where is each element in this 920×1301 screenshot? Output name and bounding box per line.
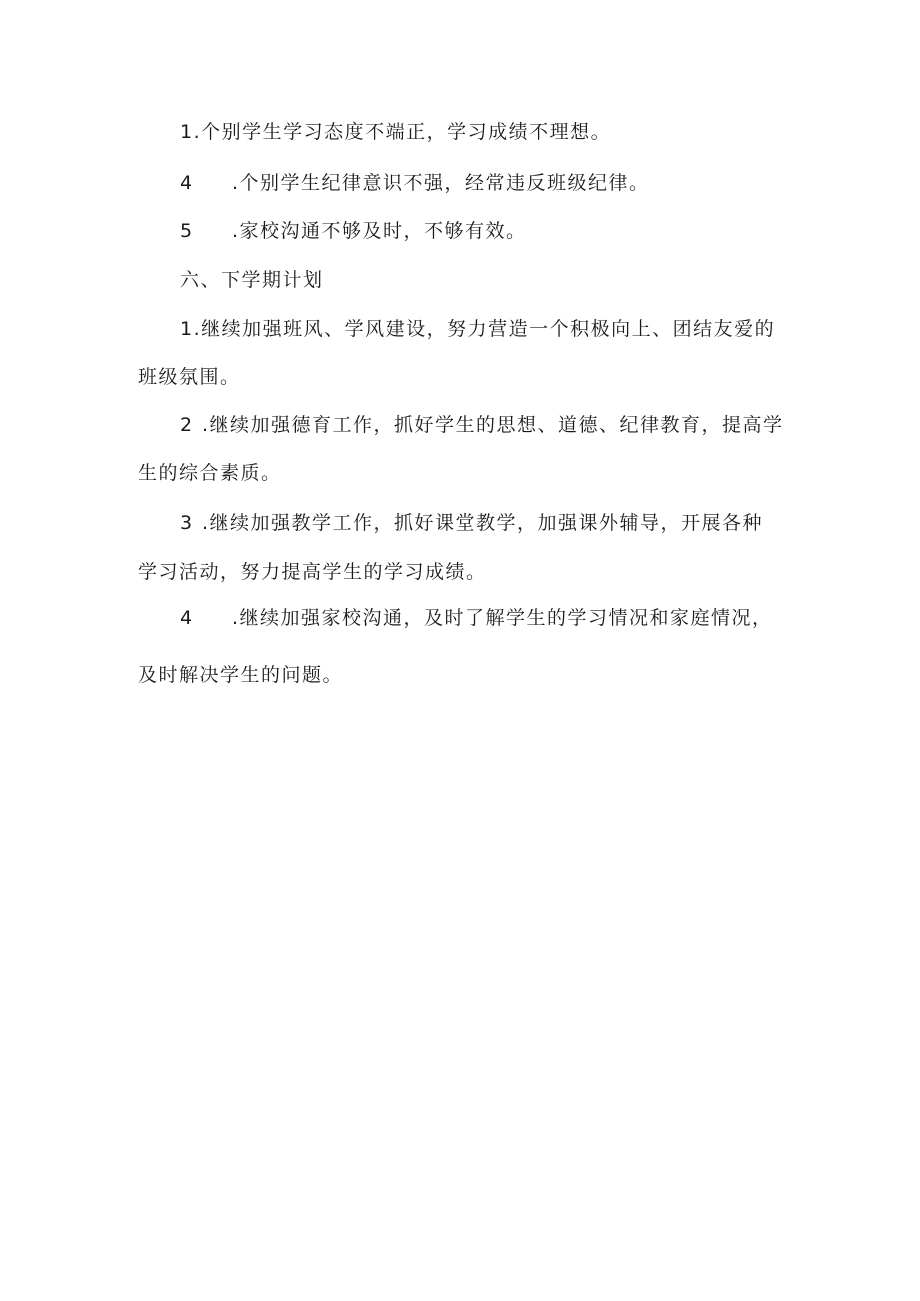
section-heading-plan <box>180 268 820 292</box>
plan-item-4-text: .继续加强家校沟通，及时了解学生的学习情况和家庭情况， <box>232 607 773 629</box>
plan-item-3-text: .继续加强教学工作，抓好课堂教学，加强课外辅导，开展各种 <box>202 512 764 534</box>
plan-item-2-line-1 <box>180 413 820 437</box>
plan-item-2-number: 2 <box>180 414 194 436</box>
section-heading-text: 六、下学期计划 <box>180 269 324 291</box>
problem-item-5-text: .家校沟通不够及时，不够有效。 <box>232 220 527 242</box>
plan-item-2-text: .继续加强德育工作，抓好学生的思想、道德、纪律教育，提高学 <box>202 414 784 436</box>
problem-item-5-number: 5 <box>180 220 194 242</box>
plan-item-4-continuation: 及时解决学生的问题。 <box>138 664 344 686</box>
plan-item-1-line-1 <box>180 317 820 341</box>
plan-item-4-line-1 <box>180 606 820 630</box>
problem-item-1 <box>180 120 820 144</box>
plan-item-3-line-1 <box>180 511 820 535</box>
problem-item-4 <box>180 171 820 195</box>
plan-item-2-line-2 <box>138 461 778 485</box>
problem-item-5 <box>180 219 820 243</box>
plan-item-1-text: 1.继续加强班风、学风建设，努力营造一个积极向上、团结友爱的 <box>180 318 776 340</box>
problem-item-4-text: .个别学生纪律意识不强，经常违反班级纪律。 <box>232 172 650 194</box>
plan-item-2-continuation: 生的综合素质。 <box>138 462 282 484</box>
plan-item-3-line-2 <box>138 560 778 584</box>
plan-item-1-continuation: 班级氛围。 <box>138 366 241 388</box>
plan-item-3-continuation: 学习活动，努力提高学生的学习成绩。 <box>138 561 487 583</box>
plan-item-1-line-2 <box>138 365 778 389</box>
plan-item-3-number: 3 <box>180 512 194 534</box>
plan-item-4-number: 4 <box>180 607 194 629</box>
problem-item-4-number: 4 <box>180 172 194 194</box>
problem-item-1-text: 1.个别学生学习态度不端正，学习成绩不理想。 <box>180 121 612 143</box>
plan-item-4-line-2 <box>138 663 778 687</box>
